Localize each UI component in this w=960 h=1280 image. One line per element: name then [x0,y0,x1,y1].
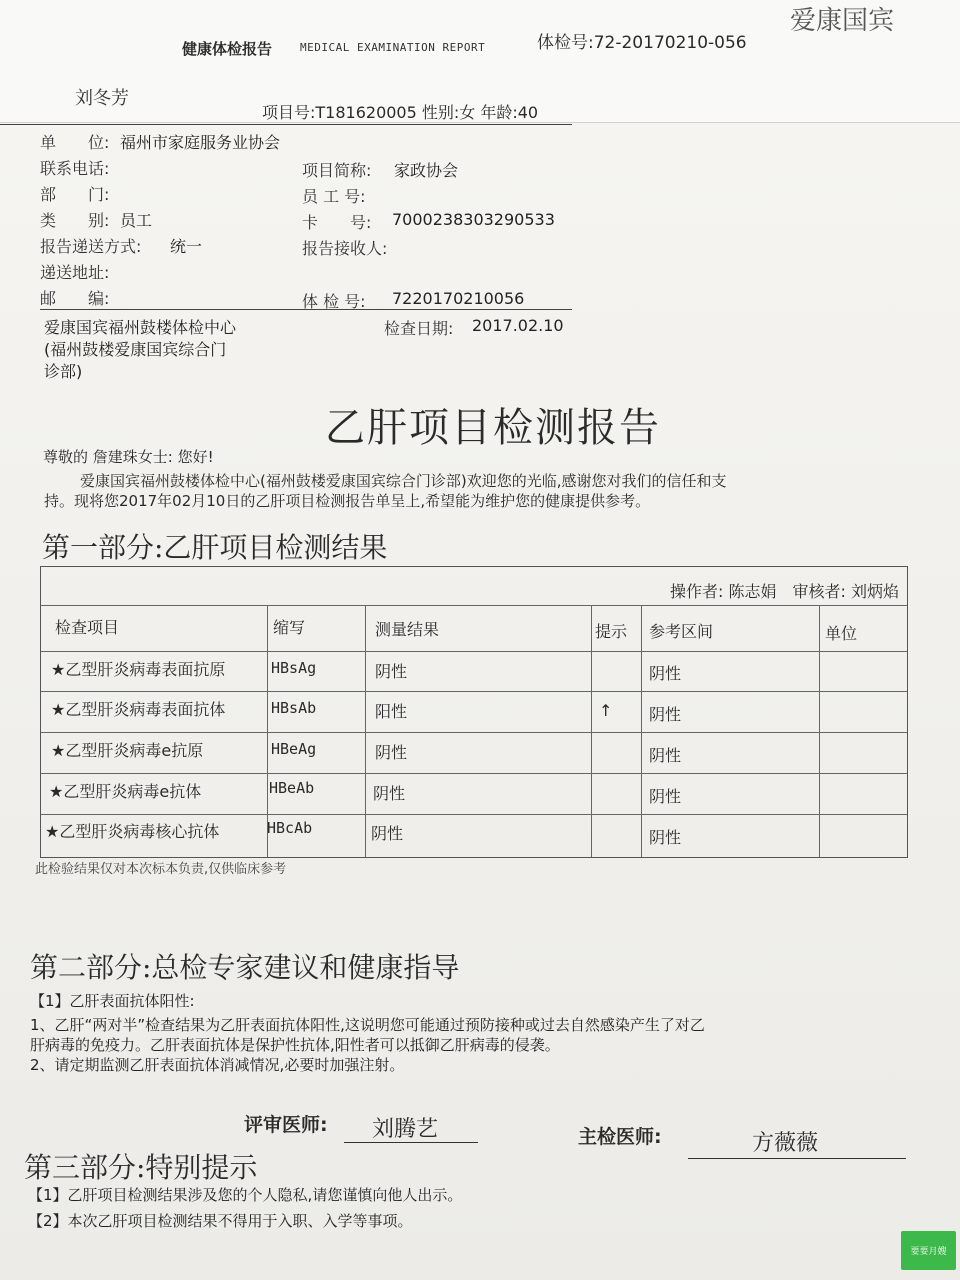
row4-ref: 阴性 [649,787,682,806]
row5-item: ★乙型肝炎病毒核心抗体 [45,822,220,841]
row2-item: ★乙型肝炎病毒表面抗体 [51,700,226,719]
exam-date-label: 检查日期: [384,319,454,338]
reviewer-signature: 刘腾艺 [372,1117,439,1142]
part1-title: 第一部分:乙肝项目检测结果 [42,531,388,564]
row2-ref: 阴性 [649,705,682,724]
advice-line-3: 2、请定期监测乙肝表面抗体消减情况,必要时加强注射。 [30,1056,405,1074]
exam-date-value: 2017.02.10 [472,316,564,335]
reviewer-label: 评审医师: [244,1114,328,1136]
row5-result: 阴性 [371,824,404,843]
zip-label: 邮 编: [40,289,110,308]
col-header-result: 测量结果 [375,620,440,639]
row4-item: ★乙型肝炎病毒e抗体 [49,782,202,801]
intro-line-1: 爱康国宾福州鼓楼体检中心(福州鼓楼爱康国宾综合门诊部)欢迎您的光临,感谢您对我们的信任和支 [80,472,727,490]
staff-no-label: 员 工 号: [302,187,366,206]
row4-result: 阴性 [373,784,406,803]
table-divider [41,773,907,774]
category-label: 类 别: [40,211,110,230]
table-divider [41,814,907,815]
row3-abbr: HBeAg [271,740,317,758]
row3-item: ★乙型肝炎病毒e抗原 [51,741,204,760]
row2-abbr: HBsAb [271,699,317,717]
report-title: 乙肝项目检测报告 [325,405,661,451]
table-divider [41,605,907,606]
advice-line-2: 肝病毒的免疫力。乙肝表面抗体是保护性抗体,阳性者可以抵御乙肝病毒的侵袭。 [30,1036,560,1054]
part2-title: 第二部分:总检专家建议和健康指导 [30,951,460,984]
unit-label: 单 位: [40,133,110,152]
category-value: 员工 [120,211,153,230]
table-footnote: 此检验结果仅对本次标本负责,仅供临床参考 [35,862,287,877]
card-value: 7000238303290533 [392,210,555,229]
table-col-divider [641,605,642,857]
row2-hint-arrow-icon: ↑ [599,701,613,720]
corner-app-button[interactable]: 要要月嫂 [901,1231,956,1270]
table-col-divider [365,605,366,857]
recipient-label: 报告接收人: [302,239,388,258]
row5-ref: 阴性 [649,828,682,847]
operator-line: 操作者: 陈志娟 审核者: 刘炳焰 [670,582,899,601]
delivery-label: 报告递送方式: [40,237,142,256]
row1-result: 阴性 [375,662,408,681]
intro-line-2: 持。现将您2017年02月10日的乙肝项目检测报告单呈上,希望能为维护您的健康提供参考。 [44,492,651,510]
delivery-value: 统一 [170,237,203,256]
col-header-hint: 提示 [595,622,628,641]
row1-abbr: HBsAg [271,659,317,677]
phone-label: 联系电话: [40,159,110,178]
table-col-divider [591,605,592,857]
row5-abbr: HBcAb [267,819,313,837]
header-exam-no: 体检号:72-20170210-056 [537,33,747,53]
part3-title: 第三部分:特别提示 [24,1151,258,1184]
card-label: 卡 号: [302,213,372,232]
exam-no-value: 7220170210056 [392,289,525,308]
col-header-ref: 参考区间 [649,622,714,641]
unit-value: 福州市家庭服务业协会 [120,133,281,152]
center-line-2: (福州鼓楼爱康国宾综合门 [44,340,227,359]
address-label: 递送地址: [40,263,110,282]
center-line-1: 爱康国宾福州鼓楼体检中心 [44,318,237,337]
header-subtitle: MEDICAL EXAMINATION REPORT [300,41,486,54]
reviewer-sign-line [344,1142,478,1143]
table-divider [41,691,907,692]
chief-signature: 方薇薇 [752,1131,819,1156]
row1-ref: 阴性 [649,664,682,683]
row4-abbr: HBeAb [269,779,315,797]
col-header-unit: 单位 [825,624,858,643]
table-divider [41,651,907,652]
project-short-value: 家政协会 [394,161,459,180]
dept-label: 部 门: [40,185,110,204]
advice-heading: 【1】乙肝表面抗体阳性: [30,992,195,1010]
advice-line-1: 1、乙肝“两对半”检查结果为乙肝表面抗体阳性,这说明您可能通过预防接种或过去自然感染产生了对乙 [30,1016,705,1034]
greeting: 尊敬的 詹建珠女士: 您好! [43,448,214,466]
project-short-label: 项目简称: [302,161,372,180]
exam-no-label: 体 检 号: [302,292,366,311]
table-col-divider [819,605,820,857]
row3-result: 阴性 [375,743,408,762]
row3-ref: 阴性 [649,746,682,765]
info-divider [40,309,572,310]
tip-1: 【1】乙肝项目检测结果涉及您的个人隐私,请您谨慎向他人出示。 [28,1186,463,1204]
header-divider [0,124,572,125]
row2-result: 阳性 [375,702,408,721]
col-header-abbr: 缩写 [273,618,306,637]
brand-logo-text: 爱康国宾 [790,6,895,36]
results-table [40,566,908,858]
chief-label: 主检医师: [578,1126,662,1148]
tip-2: 【2】本次乙肝项目检测结果不得用于入职、入学等事项。 [28,1212,413,1230]
row1-item: ★乙型肝炎病毒表面抗原 [51,660,226,679]
patient-name: 刘冬芳 [75,88,129,109]
table-divider [41,732,907,733]
center-line-3: 诊部) [44,362,83,381]
col-header-item: 检查项目 [55,618,120,637]
header-title: 健康体检报告 [182,40,273,58]
project-line: 项目号:T181620005 性别:女 年龄:40 [262,103,539,122]
chief-sign-line [688,1158,906,1159]
